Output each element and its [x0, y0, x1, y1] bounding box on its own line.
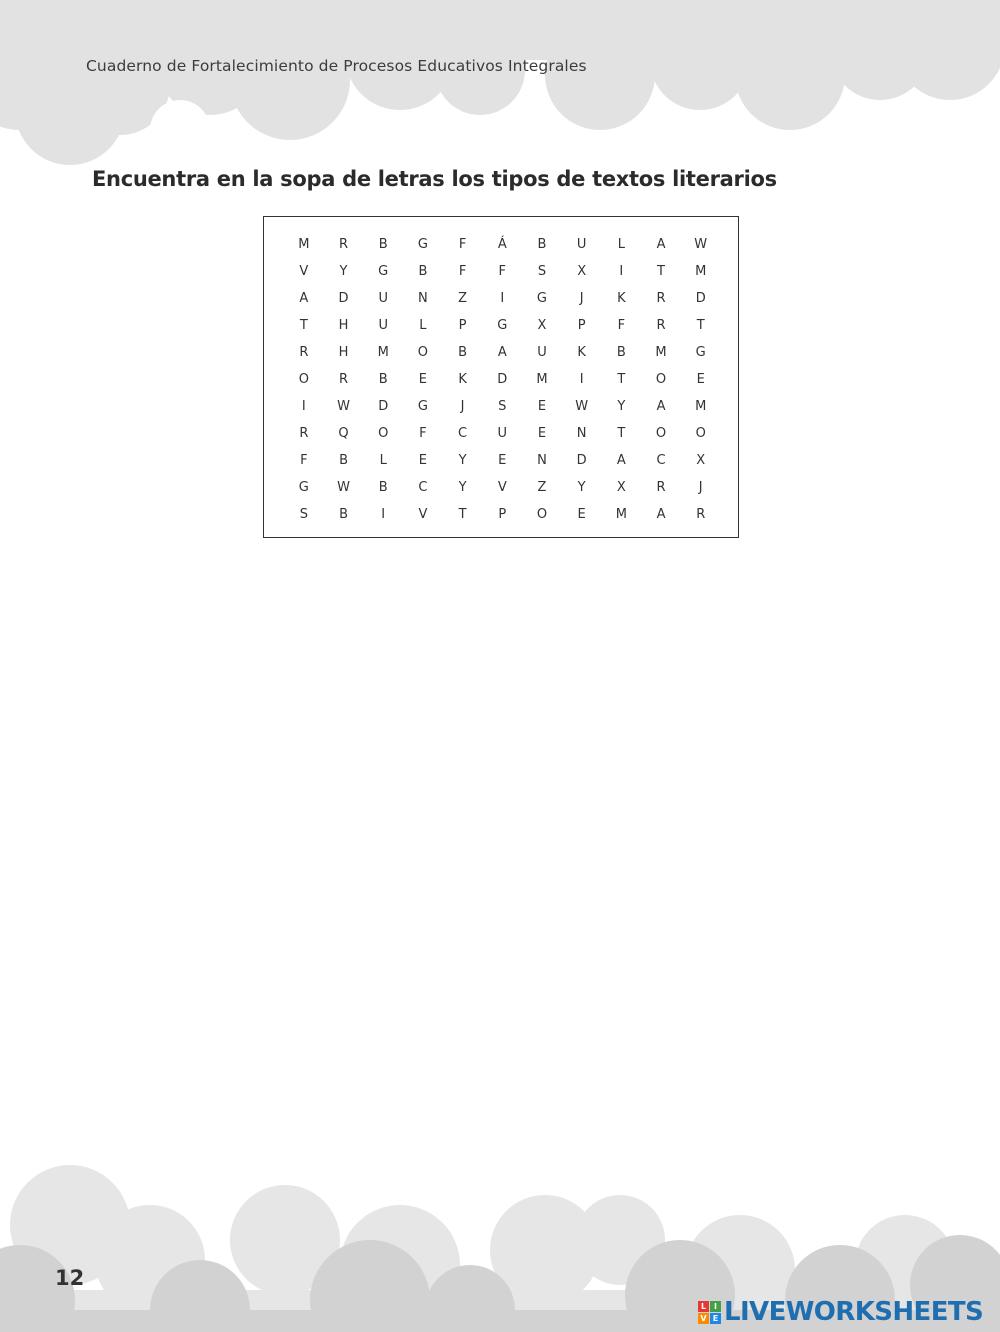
- word-search-letter[interactable]: S: [498, 399, 507, 414]
- word-search-box: [263, 216, 739, 538]
- brand-logo-letter: I: [710, 1301, 721, 1312]
- word-search-letter[interactable]: T: [617, 426, 626, 441]
- word-search-letter[interactable]: G: [497, 318, 508, 333]
- word-search-letter[interactable]: V: [418, 507, 428, 522]
- word-search-letter[interactable]: F: [498, 264, 507, 279]
- word-search-letter[interactable]: H: [338, 318, 349, 333]
- word-search-letter[interactable]: E: [696, 372, 705, 387]
- word-search-letter[interactable]: Á: [497, 237, 507, 252]
- word-search-letter[interactable]: B: [378, 372, 388, 387]
- word-search-letter[interactable]: G: [378, 264, 389, 279]
- word-search-letter[interactable]: S: [299, 507, 308, 522]
- word-search-letter[interactable]: R: [339, 372, 349, 387]
- word-search-letter[interactable]: R: [299, 345, 309, 360]
- instruction-heading: Encuentra en la sopa de letras los tipos de textos literarios: [92, 167, 777, 191]
- word-search-letter[interactable]: X: [537, 318, 547, 333]
- word-search-letter[interactable]: R: [339, 237, 349, 252]
- word-search-letter[interactable]: O: [417, 345, 429, 360]
- word-search-letter[interactable]: B: [418, 264, 428, 279]
- word-search-letter[interactable]: B: [378, 480, 388, 495]
- word-search-letter[interactable]: N: [537, 453, 547, 468]
- word-search-letter[interactable]: N: [576, 426, 587, 441]
- word-search-letter[interactable]: W: [337, 480, 350, 495]
- word-search-letter[interactable]: R: [656, 480, 666, 495]
- word-search-letter[interactable]: M: [695, 264, 707, 279]
- word-search-letter[interactable]: E: [418, 453, 428, 468]
- word-search-letter[interactable]: L: [617, 237, 625, 252]
- word-search-letter[interactable]: M: [377, 345, 389, 360]
- word-search-letter[interactable]: G: [536, 291, 547, 306]
- word-search-letter[interactable]: F: [458, 264, 467, 279]
- word-search-letter[interactable]: M: [695, 399, 707, 414]
- word-search-letter[interactable]: T: [657, 264, 665, 279]
- word-search-letter[interactable]: Z: [458, 291, 468, 306]
- brand-logo-letter: V: [698, 1313, 709, 1324]
- word-search-letter[interactable]: B: [458, 345, 468, 360]
- word-search-letter[interactable]: A: [497, 345, 507, 360]
- word-search-letter[interactable]: E: [498, 453, 507, 468]
- word-search-letter[interactable]: C: [418, 480, 428, 495]
- word-search-letter[interactable]: N: [418, 291, 428, 306]
- word-search-letter[interactable]: I: [381, 507, 386, 522]
- word-search-letter[interactable]: K: [577, 345, 586, 360]
- word-search-letter[interactable]: Y: [577, 480, 586, 495]
- word-search-letter[interactable]: O: [695, 426, 706, 441]
- word-search-letter[interactable]: E: [577, 507, 586, 522]
- word-search-letter[interactable]: X: [616, 480, 626, 495]
- word-search-letter[interactable]: B: [339, 453, 348, 468]
- word-search-letter[interactable]: E: [537, 426, 547, 441]
- word-search-letter[interactable]: F: [617, 318, 626, 333]
- header-title: Cuaderno de Fortalecimiento de Procesos Educativos Integrales: [86, 57, 587, 75]
- word-search-letter[interactable]: A: [616, 453, 626, 468]
- word-search-letter[interactable]: U: [576, 237, 587, 252]
- word-search-letter[interactable]: A: [656, 237, 666, 252]
- word-search-letter[interactable]: A: [656, 507, 666, 522]
- word-search-letter[interactable]: W: [337, 399, 350, 414]
- word-search-letter[interactable]: O: [655, 426, 667, 441]
- word-search-letter[interactable]: E: [537, 399, 547, 414]
- word-search-letter[interactable]: B: [378, 237, 388, 252]
- word-search-letter[interactable]: K: [458, 372, 467, 387]
- word-search-letter[interactable]: G: [417, 237, 428, 252]
- word-search-letter[interactable]: Y: [458, 480, 467, 495]
- word-search-letter[interactable]: A: [656, 399, 666, 414]
- word-search-letter[interactable]: C: [656, 453, 666, 468]
- top-clouds-decoration: [0, 0, 1000, 170]
- word-search-letter[interactable]: W: [694, 237, 708, 252]
- word-search-letter[interactable]: J: [460, 399, 465, 414]
- word-search-letter[interactable]: U: [497, 426, 508, 441]
- word-search-letter[interactable]: V: [299, 264, 309, 279]
- word-search-letter[interactable]: I: [619, 264, 624, 279]
- word-search-letter[interactable]: D: [695, 291, 706, 306]
- word-search-letter[interactable]: U: [537, 345, 547, 360]
- brand-logo-icon: [698, 1301, 721, 1324]
- word-search-letter[interactable]: M: [655, 345, 667, 360]
- word-search-letter[interactable]: E: [418, 372, 428, 387]
- word-search-letter[interactable]: F: [458, 237, 467, 252]
- word-search-letter[interactable]: P: [458, 318, 467, 333]
- word-search-letter[interactable]: U: [378, 318, 388, 333]
- word-search-letter[interactable]: D: [497, 372, 508, 387]
- page-number: 12: [55, 1266, 85, 1290]
- word-search-letter[interactable]: P: [577, 318, 586, 333]
- word-search-letter[interactable]: R: [656, 318, 666, 333]
- word-search-letter[interactable]: K: [617, 291, 626, 306]
- word-search-letter[interactable]: G: [298, 480, 309, 495]
- word-search-letter[interactable]: T: [458, 507, 467, 522]
- word-search-letter[interactable]: D: [338, 291, 349, 306]
- word-search-letter[interactable]: R: [656, 291, 666, 306]
- word-search-letter[interactable]: T: [617, 372, 626, 387]
- word-search-letter[interactable]: B: [339, 507, 348, 522]
- word-search-letter[interactable]: P: [498, 507, 507, 522]
- word-search-letter[interactable]: T: [696, 318, 705, 333]
- word-search-letter[interactable]: Y: [617, 399, 626, 414]
- brand-name: LIVEWORKSHEETS: [724, 1297, 984, 1327]
- word-search-letter[interactable]: D: [378, 399, 389, 414]
- brand-logo-letter: L: [698, 1301, 709, 1312]
- word-search-letter[interactable]: W: [575, 399, 589, 414]
- word-search-letter[interactable]: F: [419, 426, 427, 441]
- word-search-letter[interactable]: O: [378, 426, 389, 441]
- word-search-letter[interactable]: O: [298, 372, 309, 387]
- word-search-letter[interactable]: O: [536, 507, 548, 522]
- word-search-letter[interactable]: L: [419, 318, 427, 333]
- word-search-letter[interactable]: I: [301, 399, 306, 414]
- word-search-letter[interactable]: X: [577, 264, 587, 279]
- word-search-letter[interactable]: M: [536, 372, 548, 387]
- word-search-letter[interactable]: H: [338, 345, 349, 360]
- word-search-letter[interactable]: Y: [458, 453, 467, 468]
- word-search-letter[interactable]: D: [576, 453, 587, 468]
- word-search-letter[interactable]: G: [417, 399, 428, 414]
- word-search-letter[interactable]: J: [579, 291, 584, 306]
- word-search-letter[interactable]: R: [696, 507, 706, 522]
- liveworksheets-brand: [698, 1296, 983, 1328]
- word-search-letter[interactable]: Q: [338, 426, 349, 441]
- word-search-letter[interactable]: O: [655, 372, 667, 387]
- word-search-letter[interactable]: Y: [339, 264, 348, 279]
- word-search-letter[interactable]: X: [696, 453, 706, 468]
- word-search-letter[interactable]: Z: [537, 480, 547, 495]
- word-search-letter[interactable]: J: [698, 480, 703, 495]
- word-search-letter[interactable]: F: [300, 453, 308, 468]
- word-search-letter[interactable]: U: [378, 291, 388, 306]
- word-search-letter[interactable]: G: [695, 345, 706, 360]
- word-search-letter[interactable]: C: [458, 426, 468, 441]
- word-search-letter[interactable]: S: [537, 264, 547, 279]
- word-search-letter[interactable]: B: [616, 345, 626, 360]
- word-search-letter[interactable]: A: [299, 291, 309, 306]
- word-search-letter[interactable]: I: [500, 291, 505, 306]
- word-search-letter[interactable]: L: [379, 453, 387, 468]
- word-search-letter[interactable]: V: [497, 480, 507, 495]
- word-search-grid: [284, 231, 721, 528]
- word-search-letter[interactable]: B: [537, 237, 547, 252]
- word-search-letter[interactable]: R: [299, 426, 309, 441]
- brand-logo-letter: E: [710, 1313, 721, 1324]
- word-search-letter[interactable]: M: [298, 237, 310, 252]
- word-search-letter[interactable]: I: [579, 372, 584, 387]
- word-search-letter[interactable]: T: [299, 318, 308, 333]
- word-search-letter[interactable]: M: [615, 507, 627, 522]
